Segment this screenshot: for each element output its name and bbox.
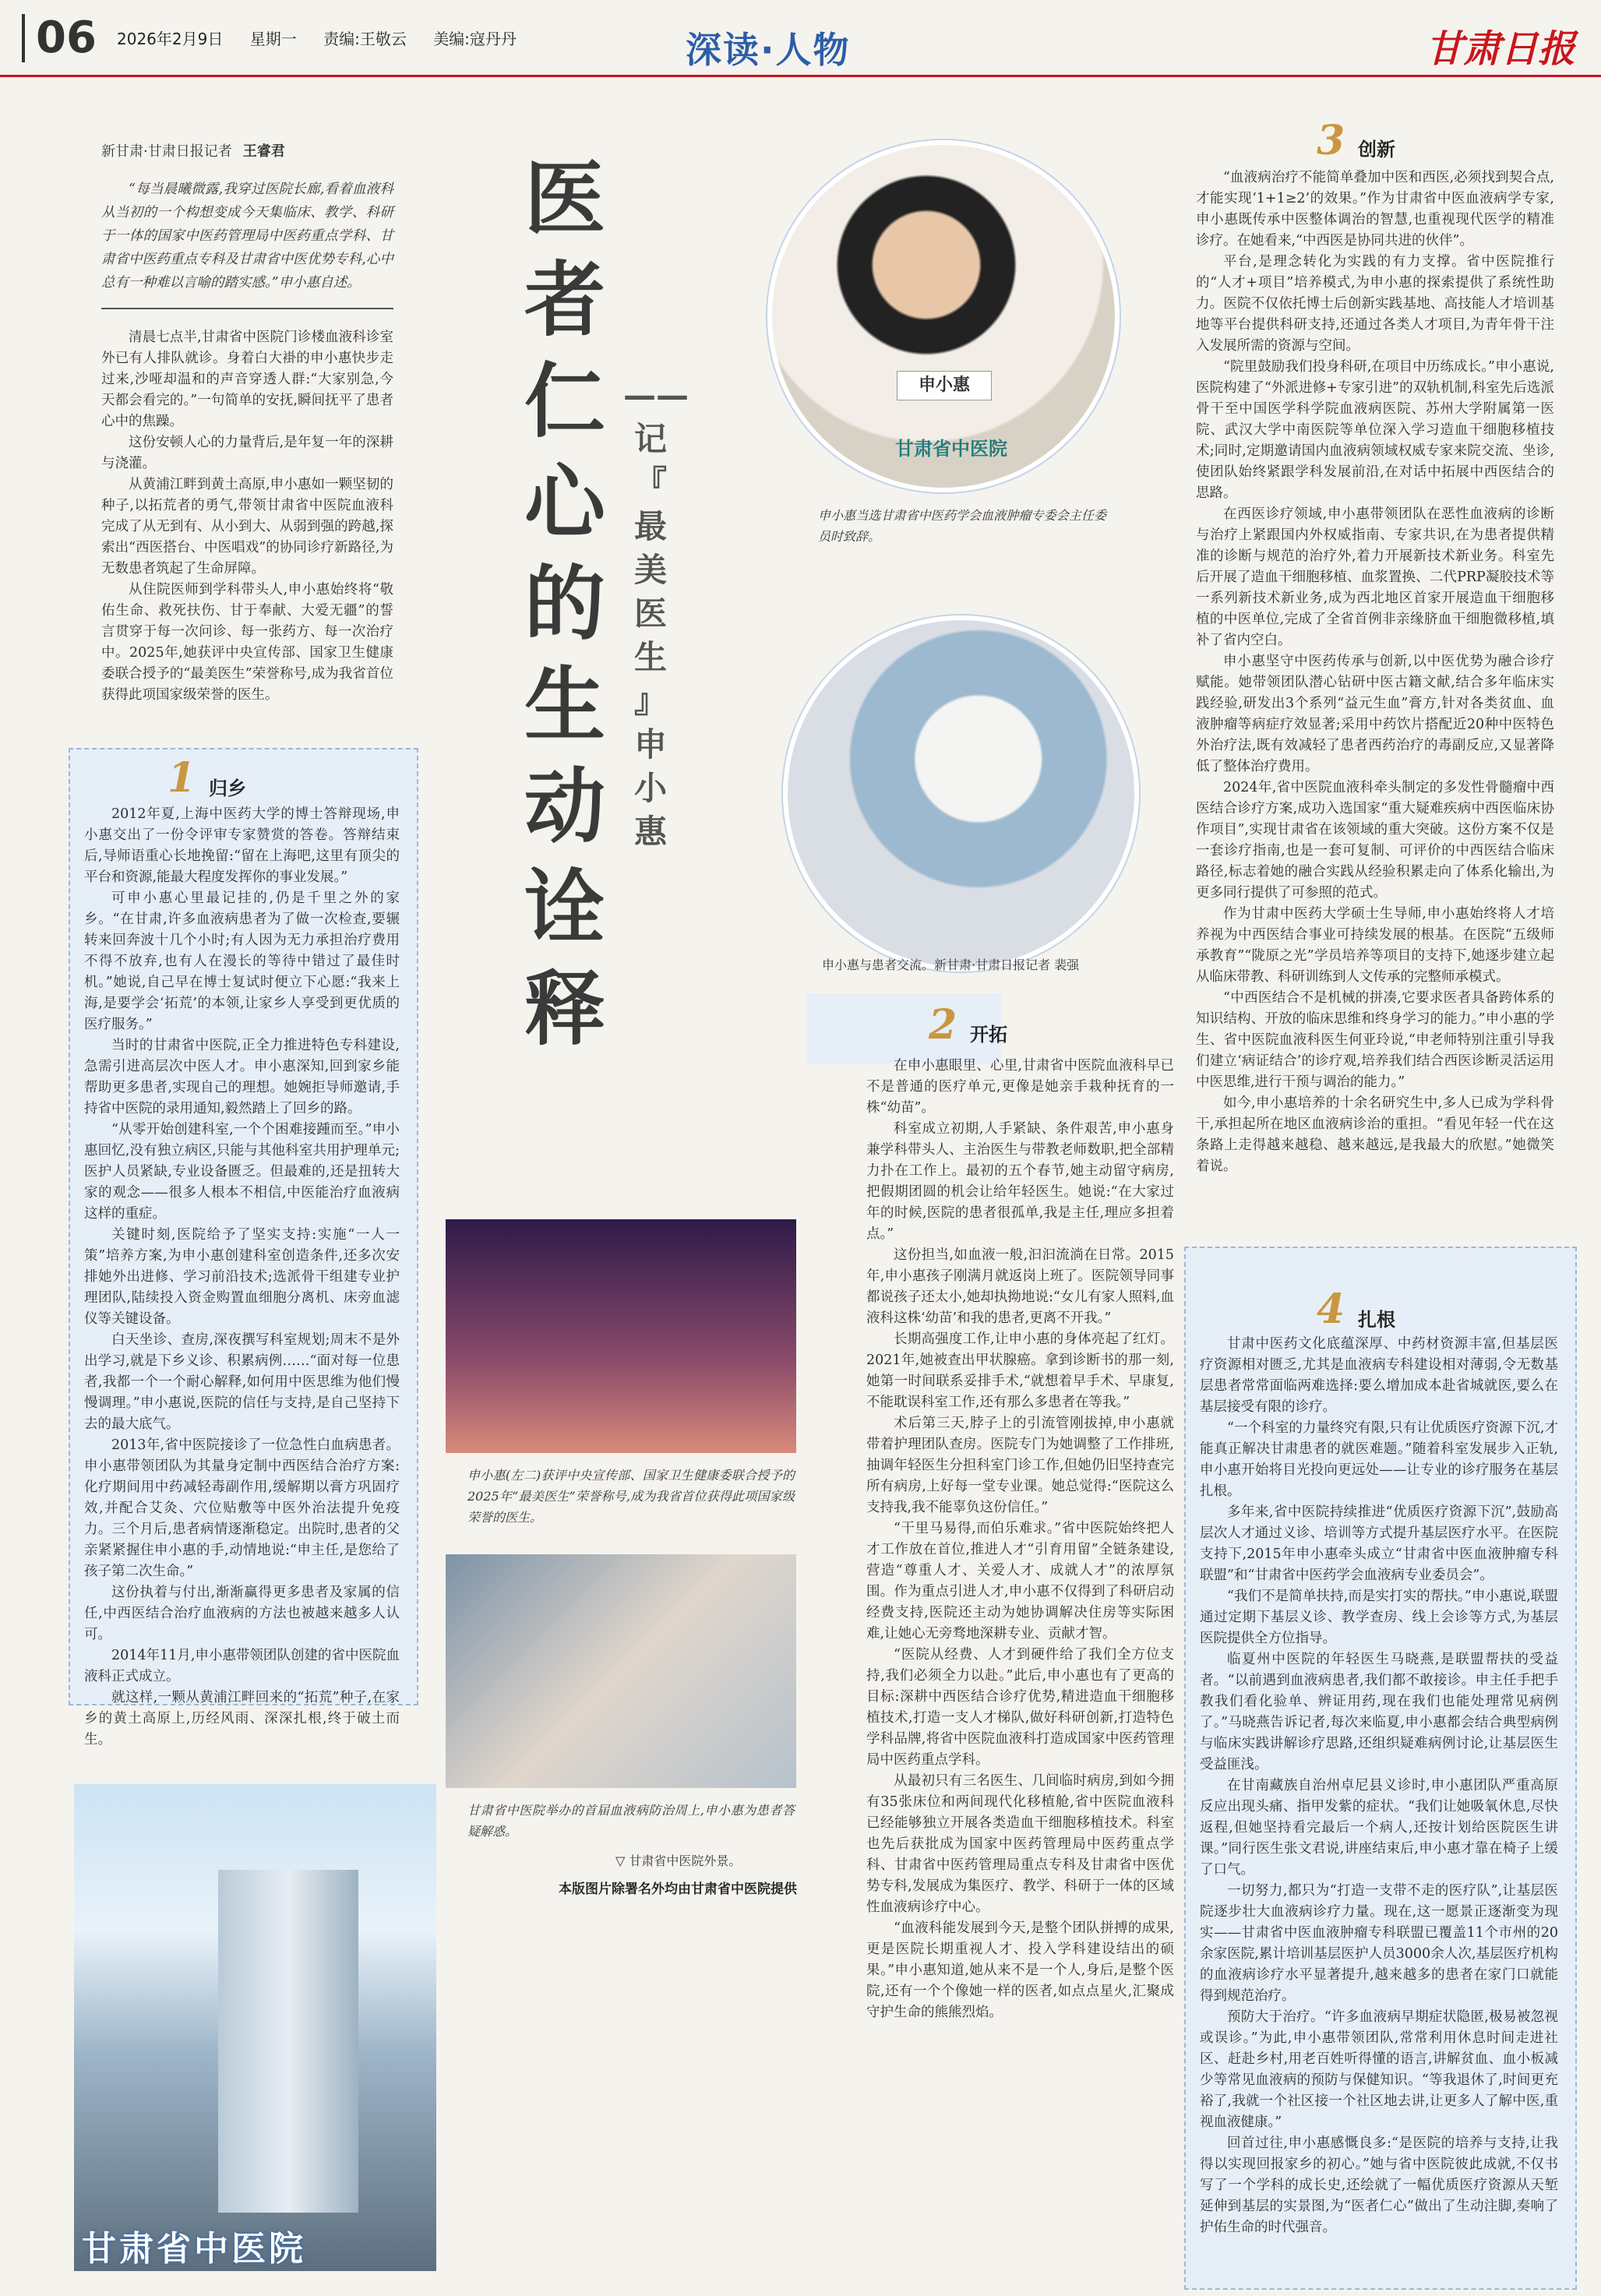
section-paragraph: “院里鼓励我们投身科研,在项目中历练成长。”申小惠说,医院构建了“外派进修+专家引进”的双轨机制,科室先后选派骨干至中国医学科学院血液病医院、苏州大学附属第一医院、武汉大学中南医院等单位深入学习造血干细胞移植技术;同时,定期邀请国内血液病领域权威专家来院交流、坐诊,使团队始终紧跟学科发展前沿,在对话中拓展中西医结合的思路。 [1196,359,1554,501]
photo-consultation [446,1554,796,1788]
byline [101,140,285,160]
headline-char: 诠 [524,860,605,955]
name-sign: 申小惠 [897,371,992,400]
section-paragraph: 如今,申小惠培养的十余名研究生中,多人已成为学科骨干,承担起所在地区血液病诊治的重担。“看见年轻一代在这条路上走得越来越稳、越来越远,是我最大的欣慰。”她微笑着说。 [1196,1095,1554,1174]
page-meta [117,26,538,49]
section-paragraph: “一个科室的力量终究有限,只有让优质医疗资源下沉,才能真正解决甘肃患者的就医难题。”随着科室发展步入正轨,申小惠开始将目光投向更远处——让专业的诊疗服务在基层扎根。 [1200,1420,1558,1499]
section-paragraph: 这份执着与付出,渐渐赢得更多患者及家属的信任,中西医结合治疗血液病的方法也被越来越多人认可。 [84,1585,400,1642]
section-paragraph: 科室成立初期,人手紧缺、条件艰苦,申小惠身兼学科带头人、主治医生与带教老师数职,把全部精力扑在工作上。最初的五个春节,她主动留守病房,把假期团圆的机会让给年轻医生。她说:“在大家过年的时候,医院的患者很孤单,我是主任,理应多担着点。” [866,1121,1174,1242]
section-paragraph: 预防大于治疗。“许多血液病早期症状隐匿,极易被忽视或误诊。”为此,申小惠带领团队,常常利用休息时间走进社区、赶赴乡村,用老百姓听得懂的语言,讲解贫血、血小板减少等常见血液病的预防与保健知识。“等我退休了,时间更充裕了,我就一个社区接一个社区地去讲,让更多人了解中医,重视血液健康。” [1200,2009,1558,2130]
caption-4: 甘肃省中医院举办的首届血液病防治周上,申小惠为患者答疑解惑。 [467,1803,795,1839]
divider [101,308,393,309]
section-paragraph: “血液病治疗不能简单叠加中医和西医,必须找到契合点,才能实现‘1+1≥2’的效果。”作为甘肃省中医血液病学专家,申小惠既传承中医整体调治的智慧,也重视现代医学的精准诊疗。在她看来,“中西医是协同共进的伙伴”。 [1196,170,1554,249]
section-paragraph: 可申小惠心里最记挂的,仍是千里之外的家乡。“在甘肃,许多血液病患者为了做一次检查,要辗转来回奔波十几个小时;有人因为无力承担治疗费用不得不放弃,也有人在漫长的等待中错过了最佳时机。”她说,自己早在博士复试时便立下心愿:“我来上海,是要学会‘拓荒’的本领,让家乡人享受到更优质的医疗服务。” [84,891,400,1032]
section-paragraph: 临夏州中医院的年轻医生马晓燕,是联盟帮扶的受益者。“以前遇到血液病患者,我们都不敢接诊。申主任手把手教我们看化验单、辨证用药,现在我们也能处理常见病例了。”马晓燕告诉记者,每次来临夏,申小惠都会结合典型病例与临床实践讲解诊疗思路,还组织疑难病例讨论,让基层医生受益匪浅。 [1200,1652,1558,1772]
caption-5: ▽ 甘肃省中医院外景。 [615,1853,742,1868]
section-paragraph: 当时的甘肃省中医院,正全力推进特色专科建设,急需引进高层次中医人才。申小惠深知,回到家乡能帮助更多患者,实现自己的理想。她婉拒导师邀请,手持省中医院的录用通知,毅然踏上了回乡的路。 [84,1038,400,1116]
section-1-title: 归乡 [209,778,246,799]
subheadline-char: 生 [633,638,667,676]
headline-char: 生 [524,658,605,753]
section-4-number: 4 [1317,1286,1345,1333]
subheadline-char: 医 [633,594,667,633]
section-2-number: 2 [929,1001,957,1049]
publish-date: 2026年2月9日 [117,30,224,48]
sub-headline [623,374,689,854]
section-2-title: 开拓 [970,1024,1007,1046]
headline-char: 心 [524,455,605,550]
section-3-title: 创新 [1358,139,1395,160]
section-paragraph: 一切努力,都只为“打造一支带不走的医疗队”,让基层医院逐步壮大血液病诊疗力量。现在,这一愿景正逐渐变为现实——甘肃省中医血液肿瘤专科联盟已覆盖11个市州的20余家医院,累计培训基层医护人员3000余人次,基层医疗机构的血液病诊疗水平显著提升,越来越多的患者在家门口就能得到规范治疗。 [1200,1883,1558,2004]
subheadline-char: 』 [633,682,667,720]
section-3-number: 3 [1317,117,1345,164]
section-4-title: 扎根 [1358,1309,1395,1331]
building-tower [218,1870,358,2213]
page-number: 06 [22,14,106,62]
intro-text [101,327,393,706]
caption-3: 申小惠(左二)获评中央宣传部、国家卫生健康委联合授予的2025年“最美医生”荣誉称号,成为我省首位获得此项国家级荣誉的医生。 [467,1468,795,1525]
intro-paragraph: 从住院医师到学科带头人,申小惠始终将“敬佑生命、救死扶伤、甘于奉献、大爱无疆”的誓言贯穿于每一次问诊、每一张药方、每一次治疗中。2025年,她获评中央宣传部、国家卫生健康委联合授予的“最美医生”荣誉称号,成为我省首位获得此项国家级荣誉的医生。 [101,582,393,703]
lead-quote: “每当晨曦微露,我穿过医院长廊,看着血液科从当初的一个构想变成今天集临床、教学、科研于一体的国家中医药管理局中医药重点学科、甘肃省中医药重点专科及甘肃省中医优势专科,心中总有一种难以言喻的踏实感。”申小惠自述。 [101,182,393,291]
photo-patient-talk [783,615,1139,972]
section-paragraph: 就这样,一颗从黄浦江畔回来的“拓荒”种子,在家乡的黄土高原上,历经风雨、深深扎根,终于破土而生。 [84,1690,400,1748]
section-paragraph: “我们不是简单扶持,而是实打实的帮扶。”申小惠说,联盟通过定期下基层义诊、教学查房、线上会诊等方式,为基层医院提供全方位指导。 [1200,1589,1558,1646]
building-sign: 甘肃省中医院 [82,2229,306,2269]
section-paragraph: 术后第三天,脖子上的引流管刚拔掉,申小惠就带着护理团队查房。医院专门为她调整了工作排班,抽调年轻医生分担科室门诊工作,但她仍旧坚持查完所有病房,上好每一堂专业课。她总觉得:“医院这么支持我,我不能辜负这份信任。” [866,1416,1174,1515]
section-paragraph: 在甘南藏族自治州卓尼县义诊时,申小惠团队严重高原反应出现头痛、指甲发紫的症状。“我们让她吸氧休息,尽快返程,但她坚持看完最后一个病人,还按计划给医院医生讲课。”同行医生张文君说,讲座结束后,申小惠才靠在椅子上缓了口气。 [1200,1778,1558,1878]
headline-char: 仁 [524,354,605,449]
headline-char: 动 [524,759,605,854]
photo-credit: 本版图片除署名外均由甘肃省中医院提供 [559,1882,797,1897]
byline-prefix: 新甘肃·甘肃日报记者 [101,143,232,160]
caption-1: 申小惠当选甘肃省中医药学会血液肿瘤专委会主任委员时致辞。 [818,508,1106,544]
section-paragraph: 2014年11月,申小惠带领团队创建的省中医院血液科正式成立。 [84,1648,400,1684]
section-paragraph: “医院从经费、人才到硬件给了我们全方位支持,我们必须全力以赴。”此后,申小惠也有了更高的目标:深耕中西医结合诊疗优势,精进造血干细胞移植技术,打造一支人才梯队,做好科研创新,打造特色学科品牌,将省中医院血液科打造成国家中医药管理局中医药重点学科。 [866,1647,1174,1768]
section-paragraph: “血液科能发展到今天,是整个团队拼搏的成果,更是医院长期重视人才、投入学科建设结出的硕果。”申小惠知道,她从来不是一个人,身后,是整个医院,还有一个个像她一样的医者,如点点星火,汇聚成守护生命的熊熊烈焰。 [866,1920,1174,2020]
section-paragraph: 关键时刻,医院给予了坚实支持:实施“一人一策”培养方案,为申小惠创建科室创造条件,还多次安排她外出进修、学习前沿技术;选派骨干组建专业护理团队,陆续投入资金购置血细胞分离机、床旁血滤仪等关键设备。 [84,1227,400,1327]
section-paragraph: 平台,是理念转化为实践的有力支撑。省中医院推行的“人才+项目”培养模式,为申小惠的探索提供了系统性助力。医院不仅依托博士后创新实践基地、高技能人才培训基地等平台提供科研支持,还通过各类人才项目,为青年骨干注入发展所需的资源与空间。 [1196,254,1554,354]
section-paragraph: 回首过往,申小惠感慨良多:“是医院的培养与支持,让我得以实现回报家乡的初心。”她与省中医院彼此成就,不仅书写了一个学科的成长史,还绘就了一幅优质医疗资源从天堑延伸到基层的实景图,为“医者仁心”做出了生动注脚,奏响了护佑生命的时代强音。 [1200,2136,1558,2235]
section-paragraph: 2024年,省中医院血液科牵头制定的多发性骨髓瘤中西医结合诊疗方案,成功入选国家“重大疑难疾病中西医临床协作项目”,实现甘肃省在该领域的重大突破。这份方案不仅是一套诊疗指南,也是一套可复制、可评价的中西医结合临床路径,标志着她的融合实践从经验积累走向了体系化输出,为更多同行提供了可参照的范式。 [1196,780,1554,901]
intro-paragraph: 从黄浦江畔到黄土高原,申小惠如一颗坚韧的种子,以拓荒者的勇气,带领甘肃省中医院血液科完成了从无到有、从小到大、从弱到强的跨越,探索出“西医搭台、中医唱戏”的协同诊疗新路径,为无数患者筑起了生命屏障。 [101,477,393,577]
section-2-text [866,1056,1174,2023]
subheadline-char: 惠 [633,813,667,851]
headline [506,148,623,1060]
section-paragraph: “从零开始创建科室,一个个困难接踵而至。”申小惠回忆,没有独立病区,只能与其他科室共用护理单元;医护人员紧缺,专业设备匮乏。但最难的,还是扭转大家的观念——很多人根本不相信,中医能治疗血液病这样的重症。 [84,1122,400,1222]
section-paragraph: 2013年,省中医院接诊了一位急性白血病患者。申小惠带领团队为其量身定制中西医结合治疗方案:化疗期间用中药减轻毒副作用,缓解期以膏方巩固疗效,并配合艾灸、穴位贴敷等中医外治法提升免疫力。三个月后,患者病情逐渐稳定。出院时,患者的父亲紧紧握住申小惠的手,动情地说:“申主任,是您给了孩子第二次生命。” [84,1437,400,1579]
page-header [0,0,1601,77]
section-3-text [1196,168,1554,1177]
headline-char: 的 [524,556,605,651]
section-1-number: 1 [168,754,196,802]
section-paragraph: 申小惠坚守中医药传承与创新,以中医优势为融合诊疗赋能。她带领团队潜心钻研中医古籍文献,结合多年临床实践经验,研发出3个系列“益元生血”膏方,针对各类贫血、血液肿瘤等病症疗效显著;采用中药饮片搭配近20种中医特色外治疗法,既有效减轻了患者西药治疗的毒副反应,又显著降低了整体治疗费用。 [1196,654,1554,774]
designer: 美编:寇丹丹 [433,30,517,48]
hospital-logo-text: 甘肃省中医院 [895,438,1007,460]
subheadline-char: —— [623,376,689,414]
byline-name: 王睿君 [242,143,285,160]
headline-char: 者 [524,252,605,347]
section-paragraph: 白天坐诊、查房,深夜撰写科室规划;周末不是外出学习,就是下乡义诊、积累病例……“面对每一位患者,我都一个一个耐心解释,如何用中医思维为他们慢慢调理。”申小惠说,医院的信任与支持,是自己坚持下去的最大底气。 [84,1332,400,1432]
photo-speech [767,140,1120,492]
section-paragraph: “干里马易得,而伯乐难求。”省中医院始终把人才工作放在首位,推进人才“引育用留”全链条建设,营造“尊重人才、关爱人才、成就人才”的浓厚氛围。作为重点引进人才,申小惠不仅得到了科研启动经费支持,医院还主动为她协调解决住房等实际困难,让她心无旁骛地深耕专业、贡献才智。 [866,1521,1174,1642]
subheadline-char: 记 [633,420,667,458]
photo-hospital-building [74,1784,436,2271]
section-paragraph: 从最初只有三名医生、几间临时病房,到如今拥有35张床位和两间现代化移植舱,省中医院血液科已经能够独立开展各类造血干细胞移植技术。科室也先后获批成为国家中医药管理局中医药重点学科、甘肃省中医药管理局重点专科及甘肃省中医优势专科,发展成为集医疗、教学、科研于一体的区域性血液病诊疗中心。 [866,1773,1174,1915]
section-paragraph: 作为甘肃中医药大学硕士生导师,申小惠始终将人才培养视为中西医结合事业可持续发展的根基。在医院“五级师承教育”“陇原之光”学员培养等项目的支持下,她逐步建立起从临床带教、科研训练到人文传承的完整师承模式。 [1196,906,1554,985]
section-paragraph: 甘肃中医药文化底蕴深厚、中药材资源丰富,但基层医疗资源相对匮乏,尤其是血液病专科建设相对薄弱,令无数基层患者常常面临两难选择:要么增加成本赴省城就医,要么在基层接受有限的诊疗。 [1200,1336,1558,1415]
caption-2: 申小惠与患者交流。新甘肃·甘肃日报记者 裴强 [822,958,1080,972]
section-paragraph: 在申小惠眼里、心里,甘肃省中医院血液科早已不是普通的医疗单元,更像是她亲手栽种抚育的一株“幼苗”。 [866,1058,1174,1116]
subheadline-char: 申 [633,725,667,764]
section-4-text [1200,1334,1558,2238]
section-1-text [84,804,400,1751]
photo-award-stage [446,1219,796,1453]
section-paragraph: 这份担当,如血液一般,汩汩流淌在日常。2015年,申小惠孩子刚满月就返岗上班了。医院领导同事都说孩子还太小,她却执拗地说:“女儿有家人照料,血液科这株‘幼苗’和我的患者,更离不开我。” [866,1247,1174,1326]
headline-char: 医 [524,151,605,246]
subheadline-char: 小 [633,769,667,807]
section-title: 深读·人物 [686,29,851,71]
subheadline-char: 『 [633,464,667,502]
section-paragraph: “中西医结合不是机械的拼凑,它要求医者具备跨体系的知识结构、开放的临床思维和终身学习的能力。”申小惠的学生、省中医院血液科医生何亚玲说,“申老师特别注重引导我们建立‘病证结合’的诊疗观,培养我们结合西医诊断灵活运用中医思维,进行干预与调治的能力。” [1196,990,1554,1090]
subheadline-char: 最 [633,507,667,545]
subheadline-char: 美 [633,551,667,589]
section-paragraph: 长期高强度工作,让申小惠的身体亮起了红灯。2021年,她被查出甲状腺癌。拿到诊断书的那一刻,她第一时间联系妥排手术,“就想着早手术、早康复,不能耽误科室工作,还有那么多患者在等我。” [866,1331,1174,1410]
section-paragraph: 多年来,省中医院持续推进“优质医疗资源下沉”,鼓励高层次人才通过义诊、培训等方式提升基层医疗水平。在医院支持下,2015年申小惠牵头成立“甘肃省中医血液肿瘤专科联盟”和“甘肃省中医药学会血液病专业委员会”。 [1200,1504,1558,1583]
masthead-logo: 甘肃日报 [1426,27,1576,71]
section-paragraph: 在西医诊疗领域,申小惠带领团队在恶性血液病的诊断与治疗上紧跟国内外权威指南、专家共识,在为患者提供精准的诊断与规范的治疗外,着力开展新技术新业务。科室先后开展了造血干细胞移植、血浆置换、二代PRP凝胶技术等一系列新技术新业务,成为西北地区首家开展造血干细胞移植的中医单位,完成了全省首例非亲缘脐血干细胞微移植,填补了省内空白。 [1196,506,1554,648]
editor: 责编:王敬云 [323,30,407,48]
headline-char: 释 [524,961,605,1056]
intro-paragraph: 这份安顿人心的力量背后,是年复一年的深耕与浇灌。 [101,435,393,471]
section-paragraph: 2012年夏,上海中医药大学的博士答辩现场,申小惠交出了一份令评审专家赞赏的答卷。答辩结束后,导师语重心长地挽留:“留在上海吧,这里有顶尖的平台和资源,能最大程度发挥你的事业发展。” [84,806,400,885]
weekday: 星期一 [249,30,297,48]
intro-paragraph: 清晨七点半,甘肃省中医院门诊楼血液科诊室外已有人排队就诊。身着白大褂的申小惠快步走过来,沙哑却温和的声音穿透人群:“大家别急,今天都会看完的。”一句简单的安抚,瞬间抚平了患者心中的焦躁。 [101,330,393,429]
